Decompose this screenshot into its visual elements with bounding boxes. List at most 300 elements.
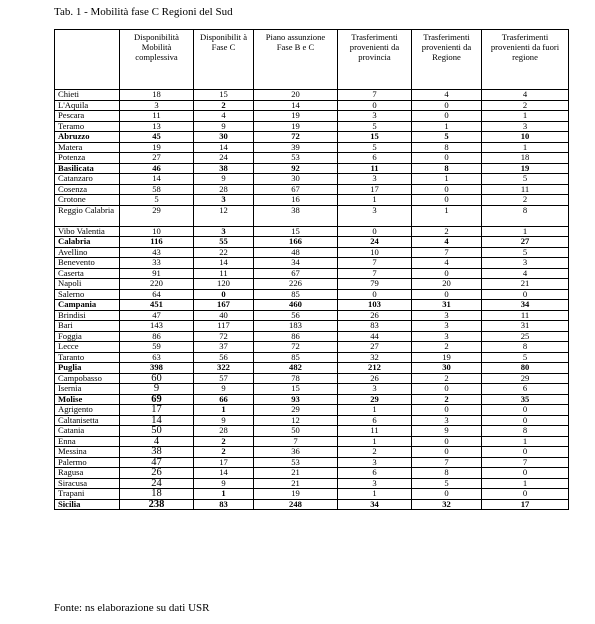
value-cell: 85 — [254, 289, 338, 300]
province-row — [55, 489, 569, 500]
value-cell: 57 — [194, 373, 254, 384]
value-cell: 10 — [482, 132, 569, 143]
value-cell: 72 — [254, 132, 338, 143]
value-cell: 27 — [120, 153, 194, 164]
value-cell: 29 — [254, 405, 338, 416]
value-cell: 3 — [482, 121, 569, 132]
province-row — [55, 258, 569, 269]
table-title: Tab. 1 - Mobilità fase C Regioni del Sud — [54, 6, 233, 18]
value-cell: 47 — [120, 457, 194, 468]
value-cell: 34 — [482, 300, 569, 311]
value-cell: 0 — [412, 289, 482, 300]
value-cell: 1 — [338, 436, 412, 447]
row-label: Calabria — [55, 237, 120, 248]
value-cell: 19 — [120, 142, 194, 153]
value-cell: 14 — [120, 415, 194, 426]
value-cell: 116 — [120, 237, 194, 248]
value-cell: 27 — [338, 342, 412, 353]
region-total-row — [55, 163, 569, 174]
row-label: Teramo — [55, 121, 120, 132]
value-cell: 322 — [194, 363, 254, 374]
value-cell: 24 — [338, 237, 412, 248]
header-cell: Disponibilità Mobilità complessiva — [120, 30, 194, 90]
row-label: Campobasso — [55, 373, 120, 384]
header-cell: Trasferimenti provenienti da fuori regione — [482, 30, 569, 90]
value-cell: 34 — [338, 499, 412, 510]
value-cell: 67 — [254, 184, 338, 195]
province-row — [55, 405, 569, 416]
value-cell: 30 — [412, 363, 482, 374]
value-cell: 9 — [194, 384, 254, 395]
value-cell: 26 — [338, 310, 412, 321]
value-cell: 31 — [482, 321, 569, 332]
province-row — [55, 310, 569, 321]
province-row — [55, 352, 569, 363]
value-cell: 8 — [412, 142, 482, 153]
value-cell: 59 — [120, 342, 194, 353]
value-cell: 20 — [412, 279, 482, 290]
value-cell: 1 — [482, 226, 569, 237]
province-row — [55, 121, 569, 132]
row-label: Brindisi — [55, 310, 120, 321]
value-cell: 0 — [412, 268, 482, 279]
province-row — [55, 384, 569, 395]
value-cell: 34 — [254, 258, 338, 269]
value-cell: 17 — [194, 457, 254, 468]
mobility-table — [54, 29, 569, 510]
value-cell: 117 — [194, 321, 254, 332]
value-cell: 0 — [412, 489, 482, 500]
value-cell: 21 — [482, 279, 569, 290]
value-cell: 1 — [482, 111, 569, 122]
value-cell: 2 — [482, 100, 569, 111]
value-cell: 8 — [482, 426, 569, 437]
value-cell: 37 — [194, 342, 254, 353]
value-cell: 1 — [412, 121, 482, 132]
value-cell: 398 — [120, 363, 194, 374]
value-cell: 0 — [412, 153, 482, 164]
value-cell: 5 — [120, 195, 194, 206]
value-cell: 28 — [194, 184, 254, 195]
row-label: Molise — [55, 394, 120, 405]
row-label: Siracusa — [55, 478, 120, 489]
value-cell: 1 — [338, 405, 412, 416]
value-cell: 3 — [194, 226, 254, 237]
value-cell: 7 — [254, 436, 338, 447]
value-cell: 55 — [194, 237, 254, 248]
value-cell: 0 — [338, 226, 412, 237]
value-cell: 18 — [120, 90, 194, 101]
value-cell: 103 — [338, 300, 412, 311]
row-label: Puglia — [55, 363, 120, 374]
value-cell: 10 — [120, 226, 194, 237]
value-cell: 48 — [254, 247, 338, 258]
value-cell: 3 — [338, 205, 412, 226]
value-cell: 7 — [338, 268, 412, 279]
value-cell: 16 — [254, 195, 338, 206]
value-cell: 8 — [412, 163, 482, 174]
value-cell: 45 — [120, 132, 194, 143]
value-cell: 5 — [482, 352, 569, 363]
region-total-row — [55, 394, 569, 405]
value-cell: 10 — [338, 247, 412, 258]
row-label: Pescara — [55, 111, 120, 122]
value-cell: 7 — [412, 457, 482, 468]
value-cell: 80 — [482, 363, 569, 374]
value-cell: 9 — [194, 415, 254, 426]
row-label: Catanzaro — [55, 174, 120, 185]
value-cell: 5 — [482, 174, 569, 185]
value-cell: 7 — [482, 457, 569, 468]
province-row — [55, 174, 569, 185]
value-cell: 14 — [254, 100, 338, 111]
value-cell: 3 — [412, 321, 482, 332]
region-total-row — [55, 499, 569, 510]
province-row — [55, 457, 569, 468]
region-total-row — [55, 363, 569, 374]
value-cell: 43 — [120, 247, 194, 258]
value-cell: 83 — [194, 499, 254, 510]
value-cell: 72 — [254, 342, 338, 353]
value-cell: 1 — [338, 195, 412, 206]
value-cell: 50 — [120, 426, 194, 437]
row-label: Reggio Calabria — [55, 205, 120, 226]
value-cell: 19 — [482, 163, 569, 174]
value-cell: 248 — [254, 499, 338, 510]
value-cell: 83 — [338, 321, 412, 332]
value-cell: 32 — [338, 352, 412, 363]
province-row — [55, 205, 569, 226]
table-header-row — [55, 30, 569, 90]
value-cell: 451 — [120, 300, 194, 311]
value-cell: 0 — [412, 184, 482, 195]
value-cell: 14 — [194, 468, 254, 479]
value-cell: 7 — [412, 247, 482, 258]
row-label: Catania — [55, 426, 120, 437]
value-cell: 460 — [254, 300, 338, 311]
row-label: Palermo — [55, 457, 120, 468]
value-cell: 5 — [338, 121, 412, 132]
value-cell: 0 — [338, 289, 412, 300]
row-label: Trapani — [55, 489, 120, 500]
value-cell: 14 — [194, 142, 254, 153]
value-cell: 64 — [120, 289, 194, 300]
value-cell: 29 — [120, 205, 194, 226]
row-label: Napoli — [55, 279, 120, 290]
value-cell: 0 — [482, 405, 569, 416]
value-cell: 15 — [254, 226, 338, 237]
row-label: Benevento — [55, 258, 120, 269]
value-cell: 21 — [254, 468, 338, 479]
value-cell: 0 — [482, 447, 569, 458]
value-cell: 30 — [194, 132, 254, 143]
province-row — [55, 268, 569, 279]
value-cell: 47 — [120, 310, 194, 321]
value-cell: 85 — [254, 352, 338, 363]
value-cell: 17 — [120, 405, 194, 416]
header-cell: Trasferimenti provenienti da provincia — [338, 30, 412, 90]
value-cell: 26 — [338, 373, 412, 384]
value-cell: 8 — [482, 205, 569, 226]
row-label: Enna — [55, 436, 120, 447]
value-cell: 0 — [482, 468, 569, 479]
value-cell: 44 — [338, 331, 412, 342]
table-body — [55, 90, 569, 510]
value-cell: 166 — [254, 237, 338, 248]
value-cell: 3 — [412, 331, 482, 342]
value-cell: 22 — [194, 247, 254, 258]
value-cell: 5 — [482, 247, 569, 258]
value-cell: 2 — [194, 100, 254, 111]
value-cell: 17 — [482, 499, 569, 510]
row-label: Foggia — [55, 331, 120, 342]
value-cell: 2 — [194, 447, 254, 458]
region-total-row — [55, 132, 569, 143]
header-cell: Disponibilit à Fase C — [194, 30, 254, 90]
row-label: Avellino — [55, 247, 120, 258]
row-label: Ragusa — [55, 468, 120, 479]
value-cell: 3 — [194, 195, 254, 206]
value-cell: 9 — [194, 478, 254, 489]
value-cell: 6 — [338, 415, 412, 426]
value-cell: 3 — [338, 174, 412, 185]
value-cell: 238 — [120, 499, 194, 510]
province-row — [55, 331, 569, 342]
value-cell: 226 — [254, 279, 338, 290]
row-label: Matera — [55, 142, 120, 153]
province-row — [55, 142, 569, 153]
value-cell: 36 — [254, 447, 338, 458]
value-cell: 143 — [120, 321, 194, 332]
value-cell: 38 — [120, 447, 194, 458]
value-cell: 32 — [412, 499, 482, 510]
value-cell: 0 — [338, 100, 412, 111]
province-row — [55, 321, 569, 332]
value-cell: 1 — [482, 142, 569, 153]
value-cell: 58 — [120, 184, 194, 195]
row-label: Isernia — [55, 384, 120, 395]
value-cell: 220 — [120, 279, 194, 290]
value-cell: 3 — [482, 258, 569, 269]
value-cell: 19 — [412, 352, 482, 363]
value-cell: 13 — [120, 121, 194, 132]
value-cell: 0 — [412, 111, 482, 122]
value-cell: 183 — [254, 321, 338, 332]
value-cell: 3 — [338, 457, 412, 468]
province-row — [55, 279, 569, 290]
province-row — [55, 436, 569, 447]
value-cell: 15 — [194, 90, 254, 101]
row-label: Bari — [55, 321, 120, 332]
province-row — [55, 447, 569, 458]
value-cell: 60 — [120, 373, 194, 384]
value-cell: 5 — [412, 478, 482, 489]
row-label: Sicilia — [55, 499, 120, 510]
value-cell: 18 — [482, 153, 569, 164]
value-cell: 3 — [412, 310, 482, 321]
value-cell: 11 — [482, 184, 569, 195]
value-cell: 53 — [254, 153, 338, 164]
value-cell: 0 — [194, 289, 254, 300]
province-row — [55, 342, 569, 353]
value-cell: 46 — [120, 163, 194, 174]
value-cell: 19 — [254, 121, 338, 132]
value-cell: 3 — [120, 100, 194, 111]
value-cell: 212 — [338, 363, 412, 374]
value-cell: 79 — [338, 279, 412, 290]
region-total-row — [55, 237, 569, 248]
value-cell: 8 — [482, 342, 569, 353]
row-label: Cosenza — [55, 184, 120, 195]
value-cell: 20 — [254, 90, 338, 101]
value-cell: 0 — [412, 384, 482, 395]
value-cell: 53 — [254, 457, 338, 468]
value-cell: 12 — [194, 205, 254, 226]
value-cell: 18 — [120, 489, 194, 500]
value-cell: 482 — [254, 363, 338, 374]
value-cell: 33 — [120, 258, 194, 269]
value-cell: 8 — [412, 468, 482, 479]
value-cell: 7 — [338, 90, 412, 101]
value-cell: 50 — [254, 426, 338, 437]
value-cell: 11 — [338, 163, 412, 174]
value-cell: 15 — [254, 384, 338, 395]
value-cell: 38 — [194, 163, 254, 174]
value-cell: 56 — [254, 310, 338, 321]
value-cell: 0 — [412, 447, 482, 458]
row-label: Caltanisetta — [55, 415, 120, 426]
value-cell: 86 — [254, 331, 338, 342]
row-label: L'Aquila — [55, 100, 120, 111]
value-cell: 25 — [482, 331, 569, 342]
value-cell: 6 — [482, 384, 569, 395]
value-cell: 11 — [482, 310, 569, 321]
value-cell: 66 — [194, 394, 254, 405]
value-cell: 4 — [120, 436, 194, 447]
province-row — [55, 195, 569, 206]
value-cell: 1 — [338, 489, 412, 500]
value-cell: 56 — [194, 352, 254, 363]
value-cell: 9 — [120, 384, 194, 395]
header-cell: Trasferimenti provenienti da Regione — [412, 30, 482, 90]
value-cell: 72 — [194, 331, 254, 342]
value-cell: 4 — [482, 268, 569, 279]
value-cell: 0 — [412, 436, 482, 447]
value-cell: 0 — [482, 489, 569, 500]
value-cell: 86 — [120, 331, 194, 342]
header-cell: Piano assunzione Fase B e C — [254, 30, 338, 90]
value-cell: 9 — [194, 121, 254, 132]
value-cell: 9 — [194, 174, 254, 185]
value-cell: 0 — [482, 415, 569, 426]
value-cell: 21 — [254, 478, 338, 489]
row-label: Taranto — [55, 352, 120, 363]
value-cell: 1 — [194, 489, 254, 500]
value-cell: 93 — [254, 394, 338, 405]
header-cell — [55, 30, 120, 90]
value-cell: 4 — [482, 90, 569, 101]
value-cell: 2 — [412, 373, 482, 384]
row-label: Campania — [55, 300, 120, 311]
value-cell: 1 — [412, 174, 482, 185]
value-cell: 14 — [194, 258, 254, 269]
value-cell: 31 — [412, 300, 482, 311]
province-row — [55, 478, 569, 489]
value-cell: 15 — [338, 132, 412, 143]
value-cell: 2 — [482, 195, 569, 206]
province-row — [55, 426, 569, 437]
value-cell: 4 — [412, 90, 482, 101]
value-cell: 0 — [412, 100, 482, 111]
row-label: Caserta — [55, 268, 120, 279]
value-cell: 27 — [482, 237, 569, 248]
value-cell: 6 — [338, 468, 412, 479]
value-cell: 39 — [254, 142, 338, 153]
province-row — [55, 468, 569, 479]
province-row — [55, 100, 569, 111]
row-label: Crotone — [55, 195, 120, 206]
value-cell: 67 — [254, 268, 338, 279]
value-cell: 2 — [194, 436, 254, 447]
value-cell: 5 — [338, 142, 412, 153]
province-row — [55, 153, 569, 164]
row-label: Salerno — [55, 289, 120, 300]
row-label: Abruzzo — [55, 132, 120, 143]
row-label: Basilicata — [55, 163, 120, 174]
source-note: Fonte: ns elaborazione su dati USR — [54, 602, 210, 614]
row-label: Messina — [55, 447, 120, 458]
value-cell: 91 — [120, 268, 194, 279]
value-cell: 9 — [412, 426, 482, 437]
province-row — [55, 415, 569, 426]
value-cell: 19 — [254, 111, 338, 122]
value-cell: 11 — [194, 268, 254, 279]
province-row — [55, 247, 569, 258]
value-cell: 17 — [338, 184, 412, 195]
value-cell: 2 — [338, 447, 412, 458]
value-cell: 120 — [194, 279, 254, 290]
province-row — [55, 226, 569, 237]
row-label: Lecce — [55, 342, 120, 353]
value-cell: 11 — [120, 111, 194, 122]
row-label: Chieti — [55, 90, 120, 101]
value-cell: 26 — [120, 468, 194, 479]
value-cell: 28 — [194, 426, 254, 437]
value-cell: 19 — [254, 489, 338, 500]
value-cell: 35 — [482, 394, 569, 405]
value-cell: 63 — [120, 352, 194, 363]
value-cell: 78 — [254, 373, 338, 384]
value-cell: 1 — [482, 436, 569, 447]
province-row — [55, 184, 569, 195]
value-cell: 1 — [482, 478, 569, 489]
value-cell: 29 — [482, 373, 569, 384]
value-cell: 2 — [412, 394, 482, 405]
region-total-row — [55, 300, 569, 311]
value-cell: 11 — [338, 426, 412, 437]
value-cell: 38 — [254, 205, 338, 226]
value-cell: 12 — [254, 415, 338, 426]
value-cell: 4 — [412, 237, 482, 248]
value-cell: 0 — [412, 195, 482, 206]
value-cell: 4 — [194, 111, 254, 122]
value-cell: 2 — [412, 226, 482, 237]
value-cell: 3 — [338, 111, 412, 122]
row-label: Potenza — [55, 153, 120, 164]
value-cell: 2 — [412, 342, 482, 353]
value-cell: 3 — [338, 478, 412, 489]
value-cell: 24 — [194, 153, 254, 164]
